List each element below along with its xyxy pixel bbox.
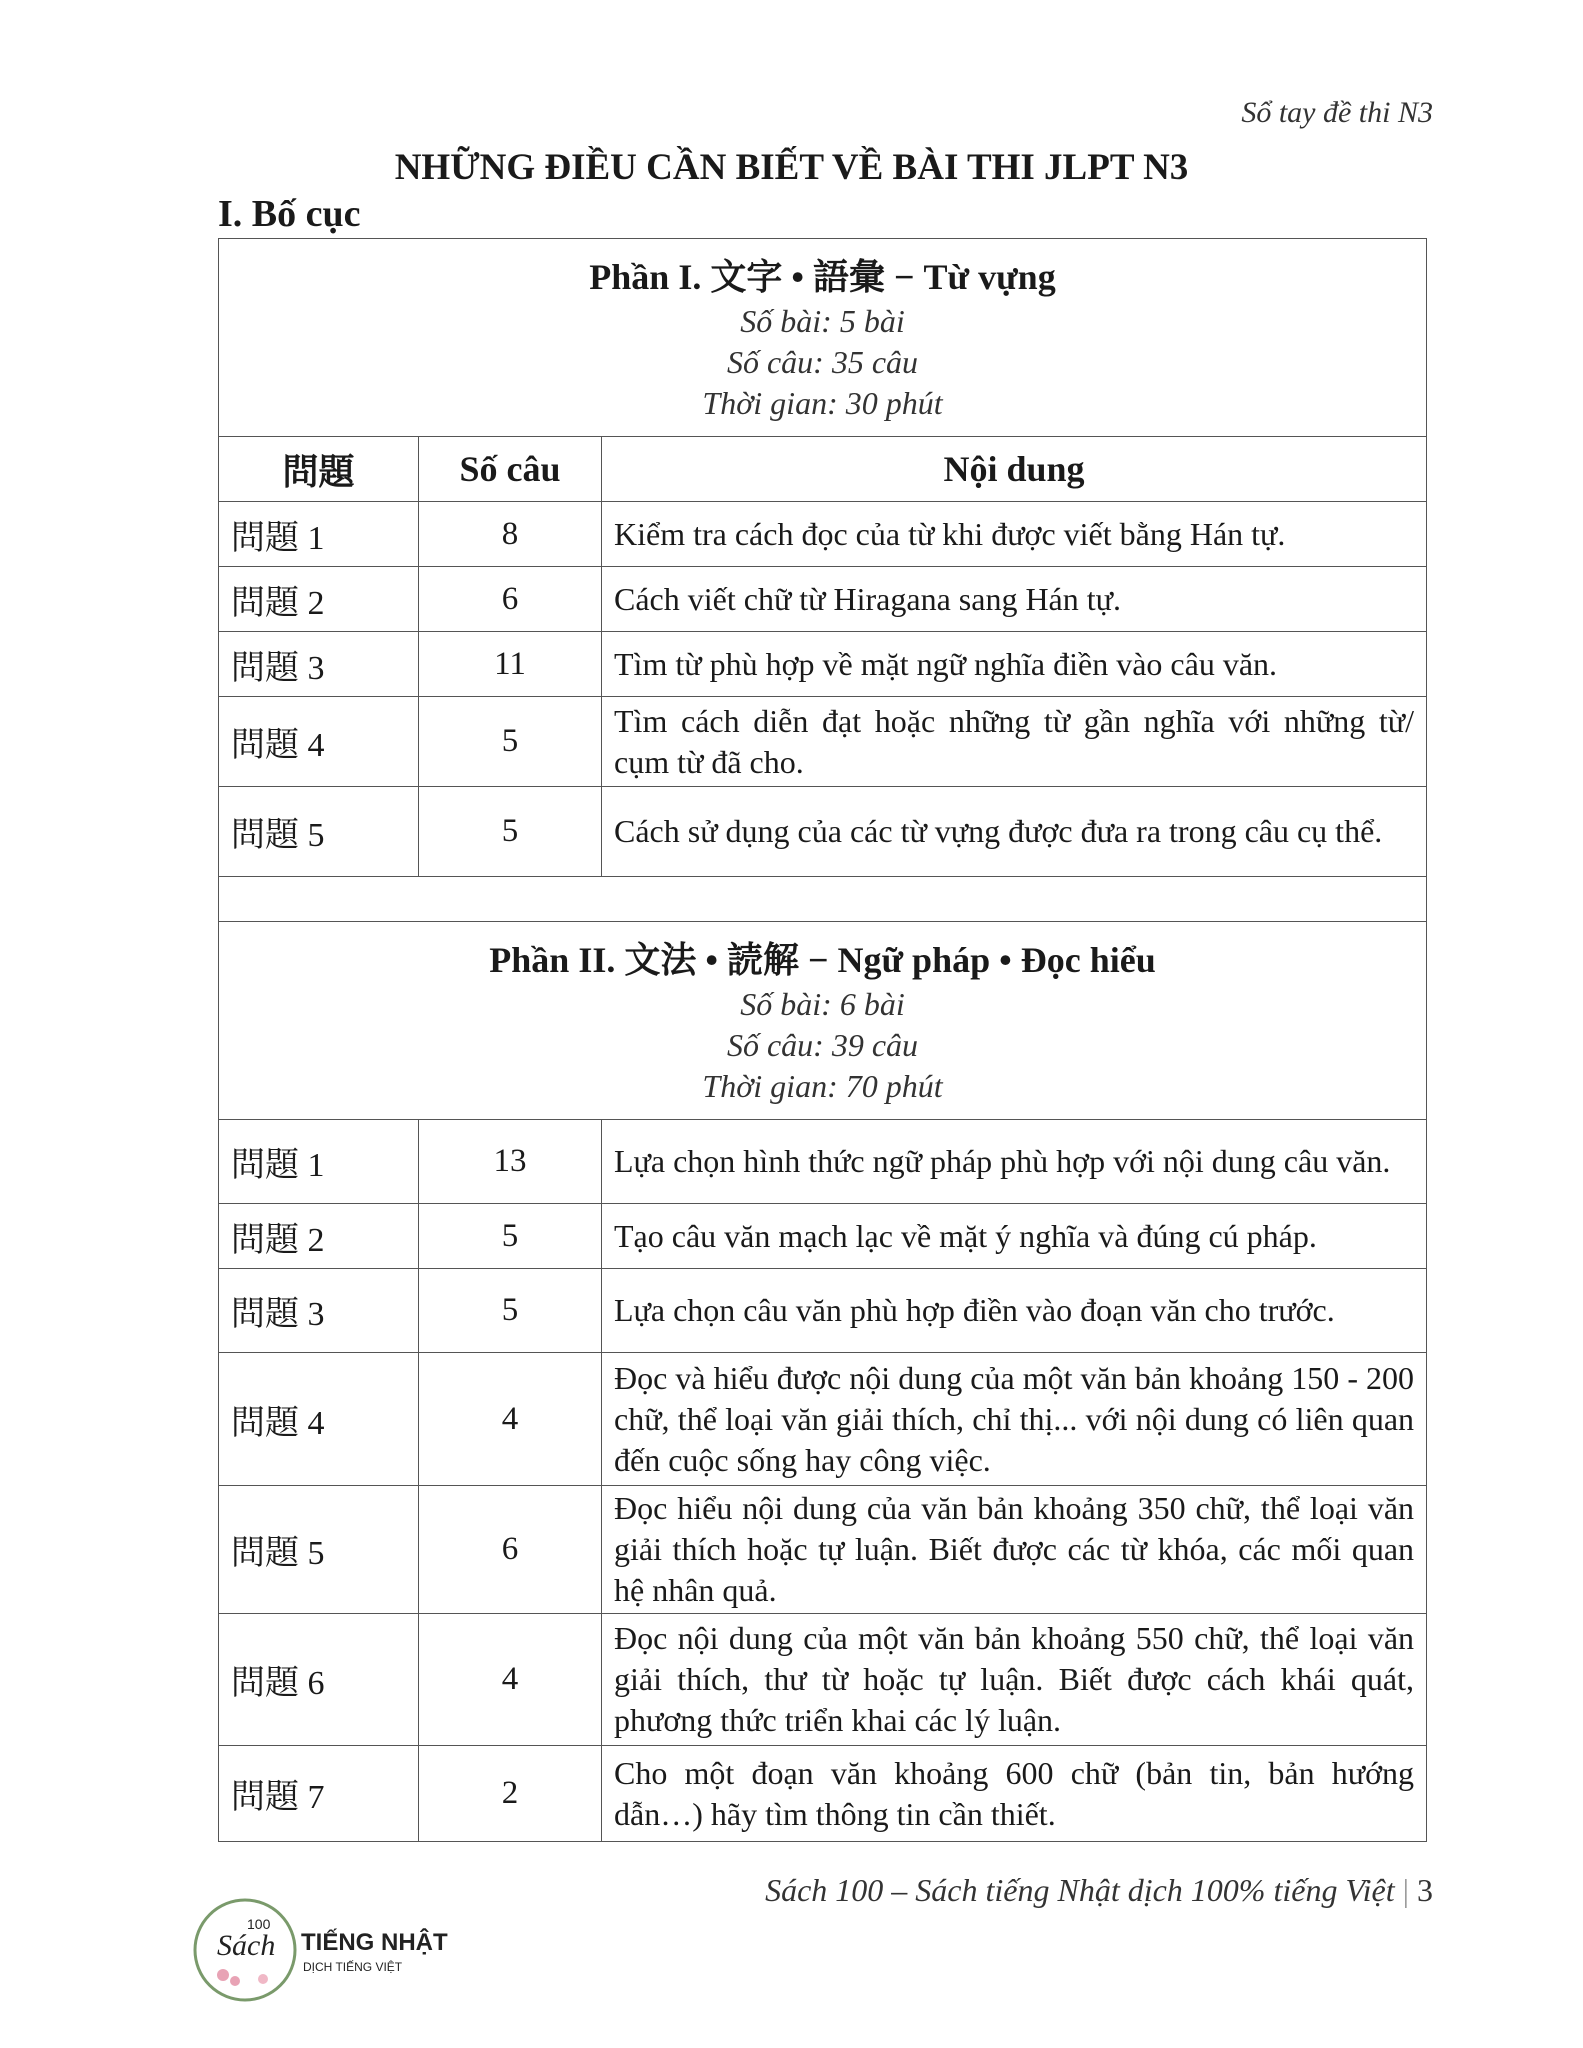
mondai-cell: 問題 1 <box>219 1120 419 1204</box>
part2-header <box>219 922 1427 1120</box>
count-cell: 5 <box>419 1204 602 1269</box>
table-row <box>219 502 1427 567</box>
mondai-cell: 問題 3 <box>219 1269 419 1353</box>
mondai-cell: 問題 5 <box>219 787 419 877</box>
mondai-cell: 問題 2 <box>219 1204 419 1269</box>
count-cell: 5 <box>419 787 602 877</box>
logo-tagline: DỊCH TIẾNG VIỆT <box>303 1960 403 1974</box>
part2-title: Phần II. 文法 • 読解 − Ngữ pháp • Đọc hiểu <box>489 940 1156 980</box>
logo-blossom <box>230 1976 240 1986</box>
column-header-content: Nội dung <box>602 437 1427 502</box>
part1-time: Thời gian: 30 phút <box>702 385 943 421</box>
exam-layout-table <box>218 238 1427 1842</box>
content-cell: Tìm từ phù hợp về mặt ngữ nghĩa điền vào câu văn. <box>602 632 1427 697</box>
spacer-cell <box>219 877 1427 922</box>
column-header-mondai: 問題 <box>219 437 419 502</box>
running-header: Sổ tay đề thi N3 <box>1241 96 1433 129</box>
part1-header-row <box>219 239 1427 437</box>
part1-header <box>219 239 1427 437</box>
part1-question-count: Số câu: 35 câu <box>726 344 919 380</box>
part2-lesson-count: Số bài: 6 bài <box>740 986 905 1022</box>
mondai-cell: 問題 4 <box>219 697 419 787</box>
logo-brand: TIẾNG NHẬT <box>301 1929 448 1956</box>
mondai-cell: 問題 1 <box>219 502 419 567</box>
content-cell: Đọc hiểu nội dung của văn bản khoảng 350 chữ, thể loại văn giải thích hoặc tự luận. Biết được các từ khóa, các mối quan hệ nhân quả. <box>602 1486 1427 1614</box>
mondai-cell: 問題 7 <box>219 1746 419 1842</box>
publisher-logo <box>193 1895 453 2005</box>
count-cell: 6 <box>419 567 602 632</box>
logo-blossom <box>258 1974 268 1984</box>
count-cell: 5 <box>419 697 602 787</box>
mondai-cell: 問題 3 <box>219 632 419 697</box>
table-row <box>219 632 1427 697</box>
table-row <box>219 1486 1427 1614</box>
page-number: 3 <box>1417 1872 1433 1908</box>
part2-header-row <box>219 922 1427 1120</box>
part2-question-count: Số câu: 39 câu <box>726 1027 919 1063</box>
part1-lesson-count: Số bài: 5 bài <box>740 303 905 339</box>
count-cell: 6 <box>419 1486 602 1614</box>
column-header-count: Số câu <box>419 437 602 502</box>
mondai-cell: 問題 2 <box>219 567 419 632</box>
table-row <box>219 1120 1427 1204</box>
mondai-cell: 問題 4 <box>219 1353 419 1486</box>
table-row <box>219 787 1427 877</box>
content-cell: Đọc nội dung của một văn bản khoảng 550 chữ, thể loại văn giải thích, thư từ hoặc tự luận. Biết được cách khái quát, phương thức triển khai các lý luận. <box>602 1614 1427 1746</box>
footer-text: Sách 100 – Sách tiếng Nhật dịch 100% tiếng Việt <box>765 1872 1395 1908</box>
content-cell: Lựa chọn hình thức ngữ pháp phù hợp với nội dung câu văn. <box>602 1120 1427 1204</box>
count-cell: 13 <box>419 1120 602 1204</box>
page-footer <box>765 1872 1433 1909</box>
content-cell: Cách sử dụng của các từ vựng được đưa ra trong câu cụ thể. <box>602 787 1427 877</box>
mondai-cell: 問題 5 <box>219 1486 419 1614</box>
count-cell: 4 <box>419 1614 602 1746</box>
content-cell: Cho một đoạn văn khoảng 600 chữ (bản tin, bản hướng dẫn…) hãy tìm thông tin cần thiết. <box>602 1746 1427 1842</box>
count-cell: 5 <box>419 1269 602 1353</box>
content-cell: Lựa chọn câu văn phù hợp điền vào đoạn văn cho trước. <box>602 1269 1427 1353</box>
content-cell: Cách viết chữ từ Hiragana sang Hán tự. <box>602 567 1427 632</box>
document-title: NHỮNG ĐIỀU CẦN BIẾT VỀ BÀI THI JLPT N3 <box>394 147 1189 188</box>
spacer-row <box>219 877 1427 922</box>
table-row <box>219 1746 1427 1842</box>
logo-badge: 100 <box>247 1916 271 1932</box>
table-row <box>219 1614 1427 1746</box>
table-row <box>219 1353 1427 1486</box>
count-cell: 4 <box>419 1353 602 1486</box>
content-cell: Kiểm tra cách đọc của từ khi được viết bằng Hán tự. <box>602 502 1427 567</box>
logo-script-text: Sách <box>217 1929 276 1962</box>
part1-title: Phần I. 文字 • 語彙 − Từ vựng <box>589 257 1056 297</box>
part2-time: Thời gian: 70 phút <box>702 1068 943 1104</box>
table-row <box>219 1204 1427 1269</box>
mondai-cell: 問題 6 <box>219 1614 419 1746</box>
content-cell: Đọc và hiểu được nội dung của một văn bản khoảng 150 - 200 chữ, thể loại văn giải thích, chỉ thị... với nội dung có liên quan đến cuộc sống hay công việc. <box>602 1353 1427 1486</box>
count-cell: 11 <box>419 632 602 697</box>
logo-blossom <box>217 1969 229 1981</box>
count-cell: 2 <box>419 1746 602 1842</box>
table-row <box>219 567 1427 632</box>
column-header-row <box>219 437 1427 502</box>
table-row <box>219 697 1427 787</box>
content-cell: Tìm cách diễn đạt hoặc những từ gần nghĩa với những từ/ cụm từ đã cho. <box>602 697 1427 787</box>
content-cell: Tạo câu văn mạch lạc về mặt ý nghĩa và đúng cú pháp. <box>602 1204 1427 1269</box>
table-row <box>219 1269 1427 1353</box>
count-cell: 8 <box>419 502 602 567</box>
section-heading: I. Bố cục <box>218 193 361 235</box>
footer-separator: | <box>1402 1872 1409 1908</box>
